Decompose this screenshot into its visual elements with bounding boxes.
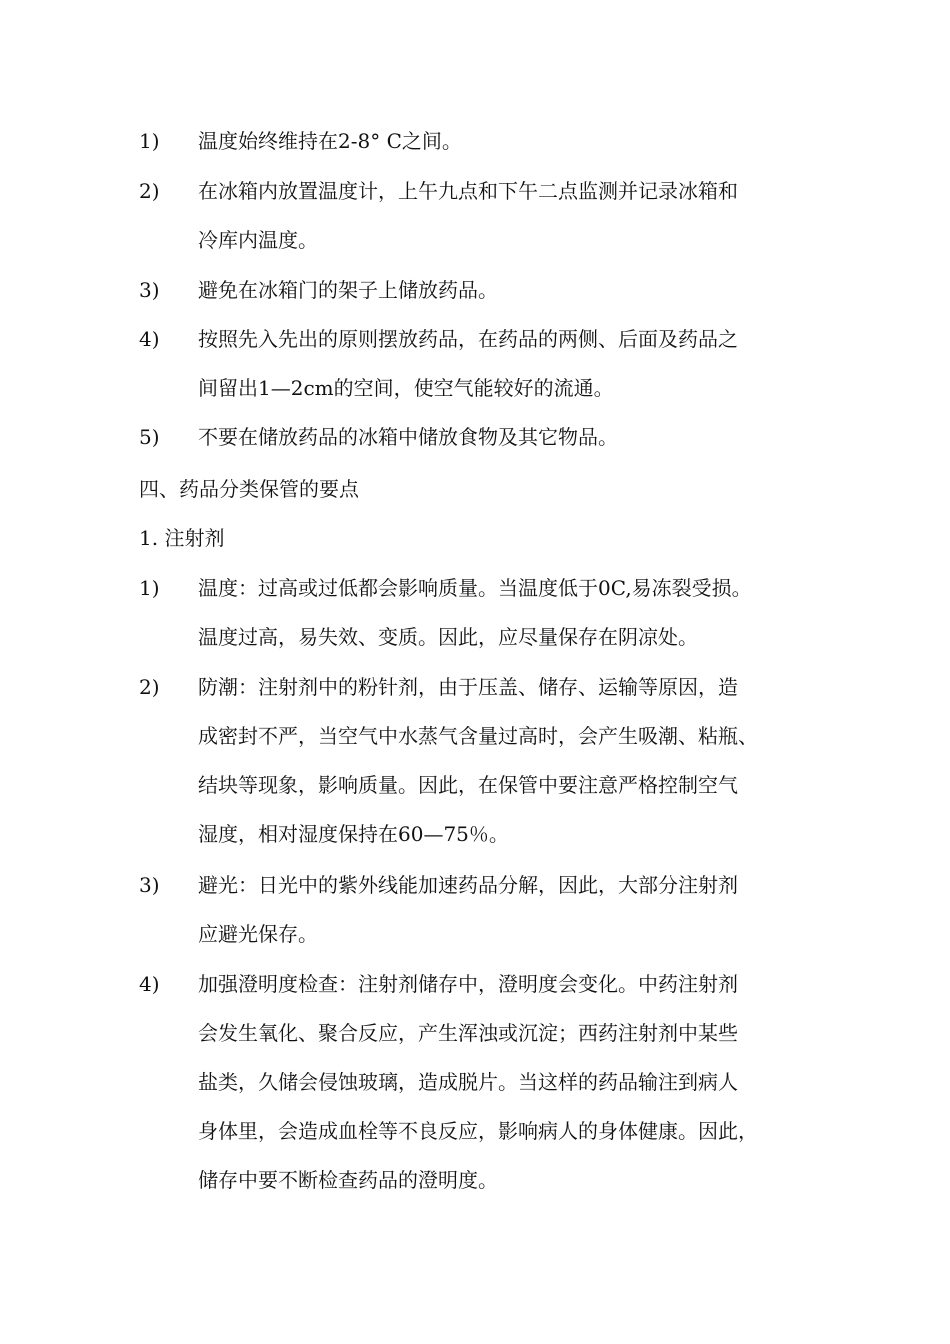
list-item-number: 3): [139, 873, 160, 897]
list-item-number: 3): [139, 278, 160, 302]
list-item-text: 冷库内温度。: [198, 228, 318, 252]
list-item-text: 温度：过高或过低都会影响质量。当温度低于0C,易冻裂受损。: [198, 576, 752, 600]
list-item-text: 会发生氧化、聚合反应，产生浑浊或沉淀；西药注射剂中某些: [198, 1021, 738, 1045]
list-item-number: 4): [139, 327, 160, 351]
list-item-text: 避免在冰箱门的架子上储放药品。: [198, 278, 498, 302]
list-item-text: 结块等现象，影响质量。因此，在保管中要注意严格控制空气: [198, 773, 738, 797]
list-item-text: 防潮：注射剂中的粉针剂，由于压盖、储存、运输等原因，造: [198, 675, 738, 699]
list-item-text: 在冰箱内放置温度计，上午九点和下午二点监测并记录冰箱和: [198, 179, 738, 203]
list-item-text: 应避光保存。: [198, 922, 318, 946]
list-item-number: 2): [139, 675, 160, 699]
list-item-number: 5): [139, 425, 160, 449]
list-item-text: 避光：日光中的紫外线能加速药品分解，因此，大部分注射剂: [198, 873, 738, 897]
section-heading: 四、药品分类保管的要点: [139, 477, 359, 501]
list-item-text: 储存中要不断检查药品的澄明度。: [198, 1168, 498, 1192]
list-item-text: 间留出1—2cm的空间，使空气能较好的流通。: [198, 376, 614, 400]
list-item-text: 温度始终维持在2-8° C之间。: [198, 129, 462, 153]
list-item-number: 1): [139, 576, 160, 600]
list-item-text: 按照先入先出的原则摆放药品，在药品的两侧、后面及药品之: [198, 327, 738, 351]
list-item-number: 4): [139, 972, 160, 996]
list-item-text: 不要在储放药品的冰箱中储放食物及其它物品。: [198, 425, 618, 449]
list-item-text: 湿度，相对湿度保持在60—75％。: [198, 822, 509, 846]
list-item-text: 身体里，会造成血栓等不良反应，影响病人的身体健康。因此，: [198, 1119, 758, 1143]
list-item-number: 1): [139, 129, 160, 153]
subsection-heading: 1. 注射剂: [139, 526, 225, 550]
list-item-text: 盐类，久储会侵蚀玻璃，造成脱片。当这样的药品输注到病人: [198, 1070, 738, 1094]
list-item-number: 2): [139, 179, 160, 203]
list-item-text: 温度过高，易失效、变质。因此，应尽量保存在阴凉处。: [198, 625, 698, 649]
list-item-text: 加强澄明度检查：注射剂储存中，澄明度会变化。中药注射剂: [198, 972, 738, 996]
list-item-text: 成密封不严，当空气中水蒸气含量过高时，会产生吸潮、粘瓶、: [198, 724, 758, 748]
